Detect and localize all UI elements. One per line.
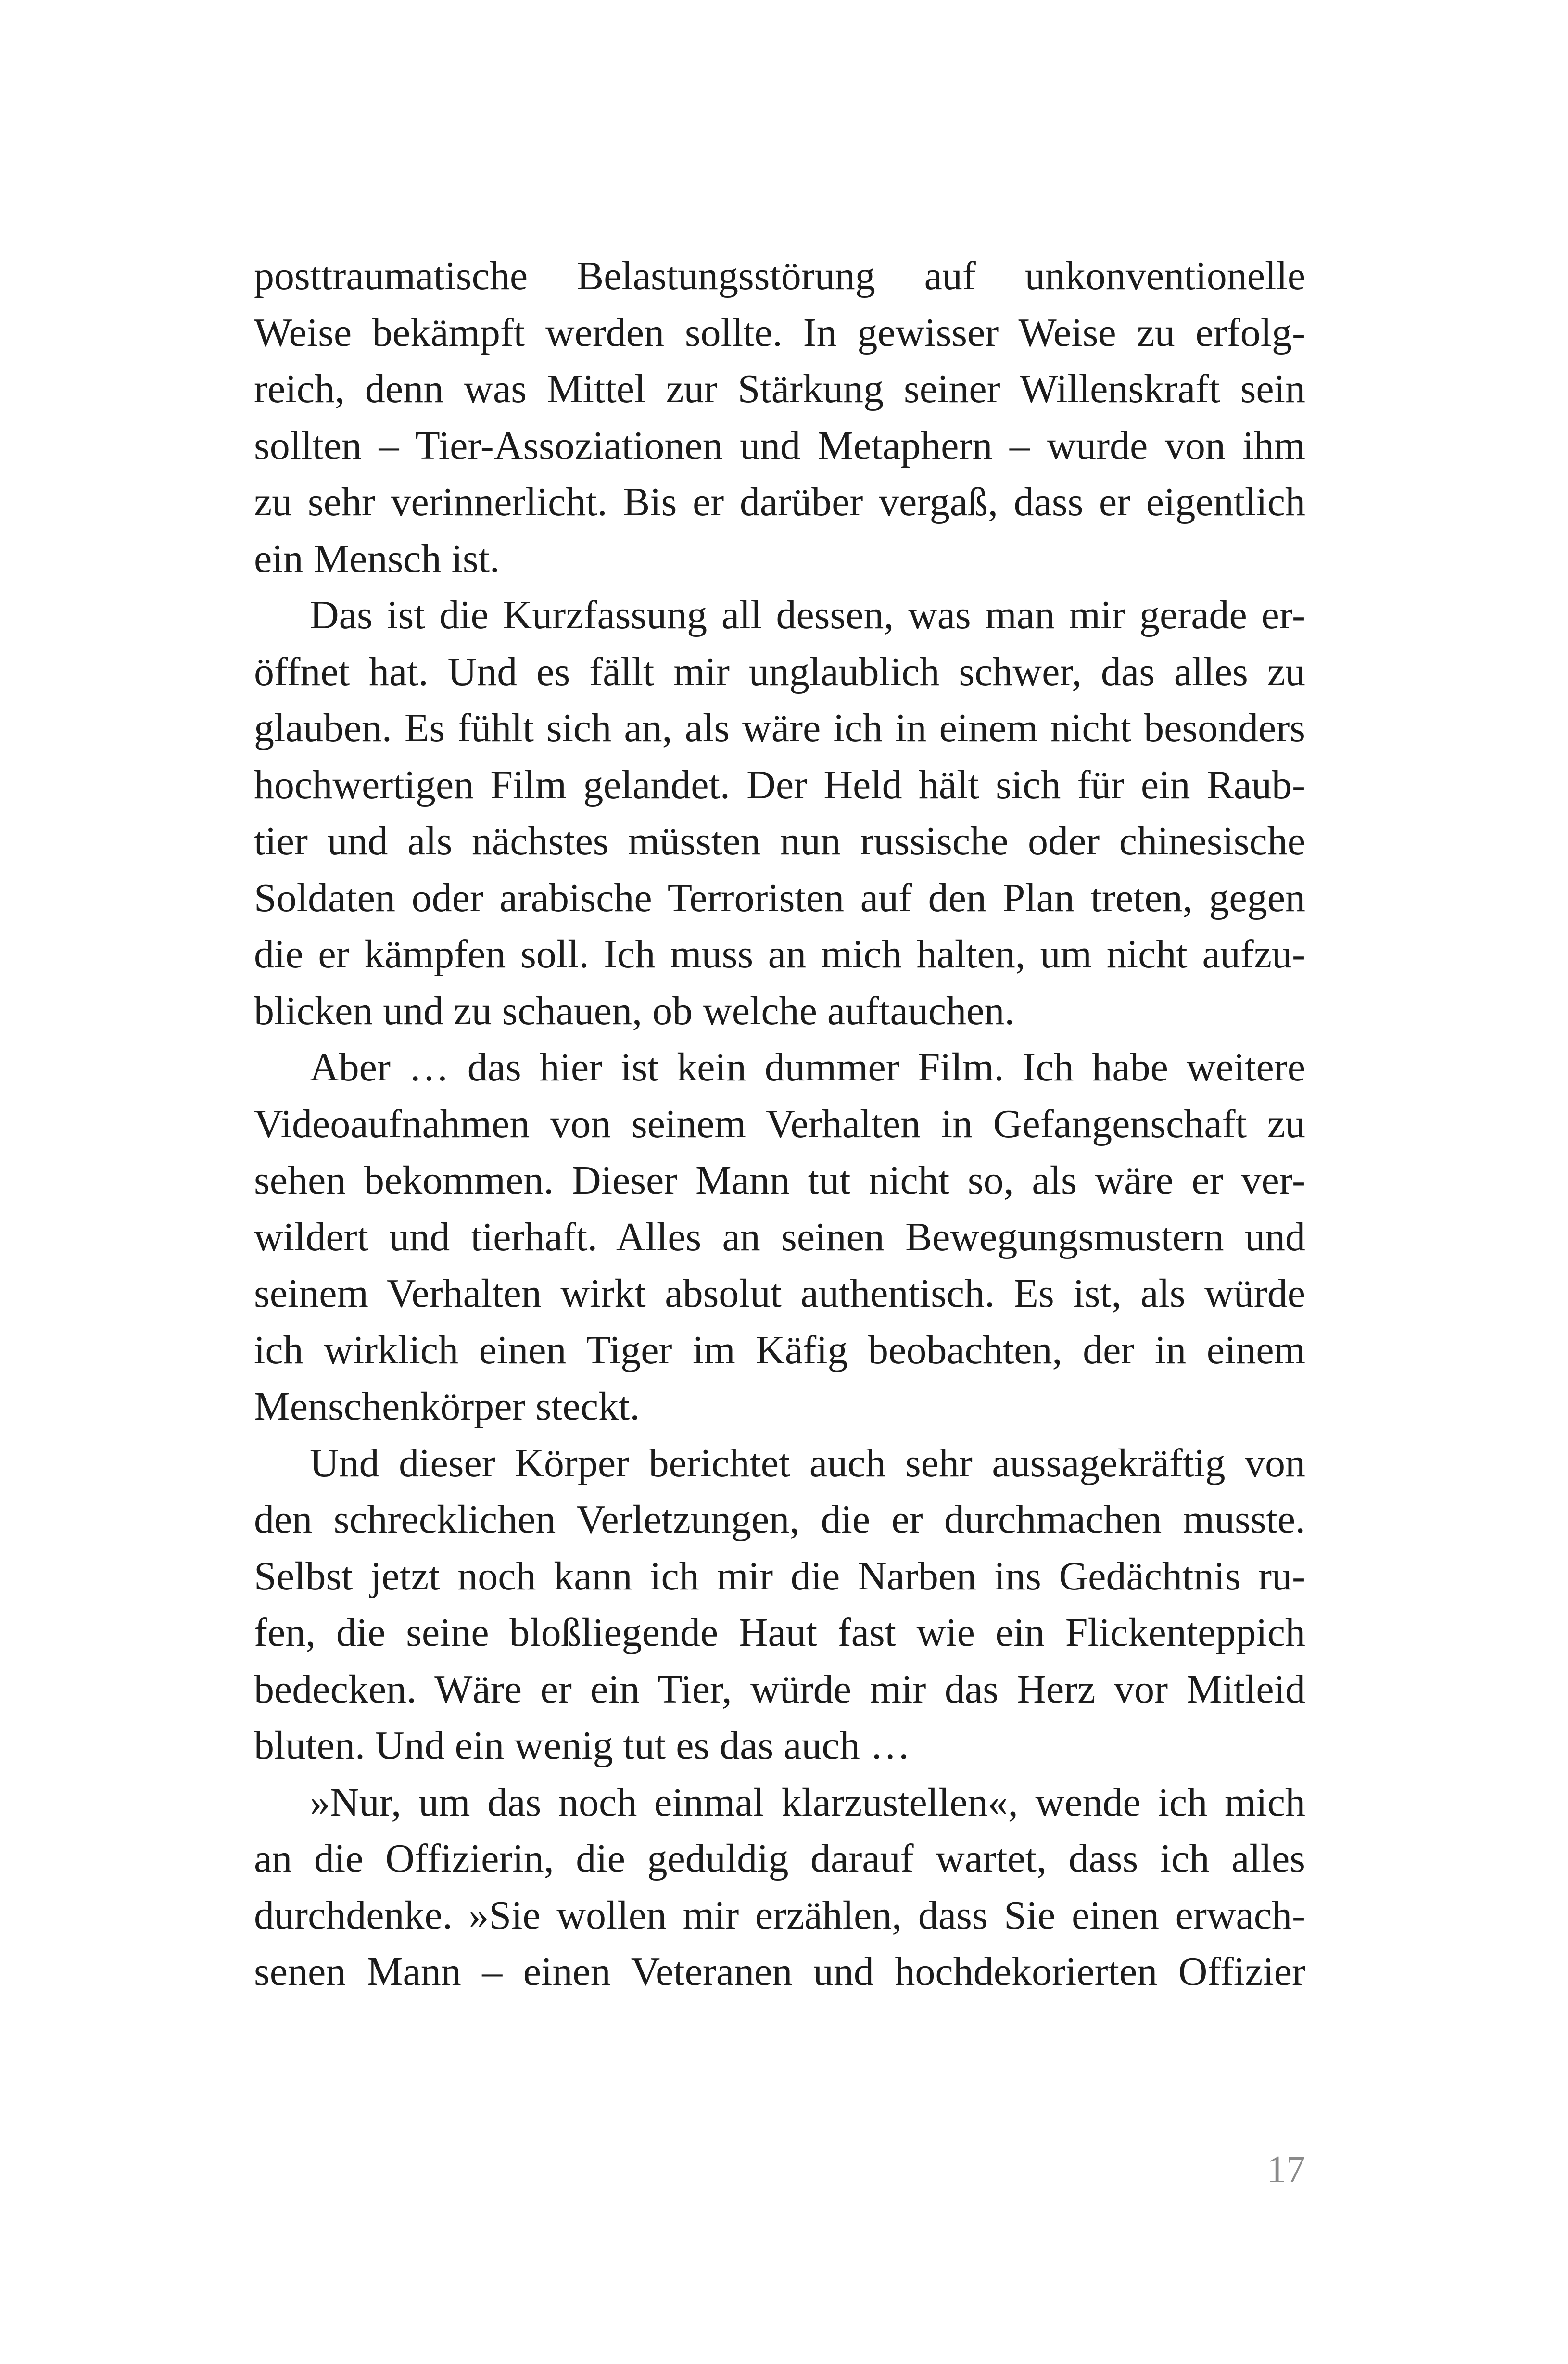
text-line: reich, denn was Mittel zur Stärkung seiner Willenskraft sein [254, 367, 1305, 411]
text-line: Soldaten oder arabische Terroristen auf den Plan treten, gegen [254, 875, 1305, 920]
body-text [254, 248, 1305, 2000]
text-line: öffnet hat. Und es fällt mir unglaublich schwer, das alles zu [254, 649, 1305, 694]
page-number: 17 [1267, 2148, 1305, 2191]
text-line: blicken und zu schauen, ob welche auftauchen. [254, 988, 1015, 1033]
text-line: glauben. Es fühlt sich an, als wäre ich in einem nicht besonders [254, 706, 1305, 750]
text-line: »Nur, um das noch einmal klarzustellen«, wende ich mich [310, 1779, 1305, 1825]
text-line: sollten – Tier-Assoziationen und Metaphern – wurde von ihm [254, 423, 1305, 468]
text-line: Videoaufnahmen von seinem Verhalten in Gefangenschaft zu [254, 1101, 1305, 1146]
text-line: senen Mann – einen Veteranen und hochdekorierten Offizier [254, 1949, 1305, 1994]
text-line: hochwertigen Film gelandet. Der Held hält sich für ein Raub- [254, 762, 1305, 807]
text-line: Menschenkörper steckt. [254, 1384, 640, 1429]
text-line: Selbst jetzt noch kann ich mir die Narben ins Gedächtnis ru- [254, 1553, 1305, 1599]
text-line: posttraumatische Belastungsstörung auf unkonventionelle [254, 254, 1305, 298]
text-line: den schrecklichen Verletzungen, die er durchmachen musste. [254, 1497, 1305, 1542]
text-line: an die Offizierin, die geduldig darauf wartet, dass ich alles [254, 1836, 1305, 1881]
text-line: Aber … das hier ist kein dummer Film. Ich habe weitere [310, 1045, 1305, 1090]
text-line: ich wirklich einen Tiger im Käfig beobachten, der in einem [254, 1327, 1305, 1373]
text-line: tier und als nächstes müssten nun russische oder chinesische [254, 819, 1305, 864]
text-line: sehen bekommen. Dieser Mann tut nicht so, als wäre er ver- [254, 1158, 1305, 1203]
text-line: Weise bekämpft werden sollte. In gewisser Weise zu erfolg- [254, 310, 1305, 355]
text-line: Und dieser Körper berichtet auch sehr aussagekräftig von [310, 1440, 1305, 1486]
text-line: die er kämpfen soll. Ich muss an mich halten, um nicht aufzu- [254, 932, 1305, 977]
text-line: wildert und tierhaft. Alles an seinen Bewegungsmustern und [254, 1214, 1305, 1259]
text-line: bedecken. Wäre er ein Tier, würde mir das Herz vor Mitleid [254, 1666, 1305, 1712]
text-line: bluten. Und ein wenig tut es das auch … [254, 1723, 910, 1768]
text-line: Das ist die Kurzfassung all dessen, was man mir gerade er- [310, 593, 1305, 637]
text-line: seinem Verhalten wirkt absolut authentisch. Es ist, als würde [254, 1271, 1305, 1316]
text-line: ein Mensch ist. [254, 536, 500, 581]
text-line: fen, die seine bloßliegende Haut fast wie ein Flickenteppich [254, 1610, 1305, 1655]
text-line: durchdenke. »Sie wollen mir erzählen, dass Sie einen erwach- [254, 1893, 1305, 1938]
text-line: zu sehr verinnerlicht. Bis er darüber vergaß, dass er eigentlich [254, 480, 1305, 524]
